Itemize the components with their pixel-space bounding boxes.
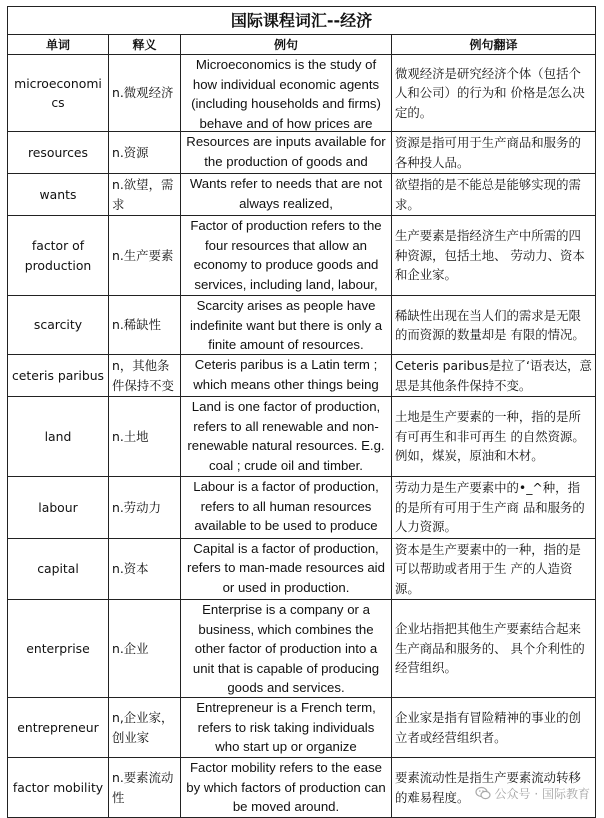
definition-cell: n.微观经济 [109, 55, 181, 132]
example-cell [181, 174, 392, 216]
definition-cell: n.劳动力 [109, 477, 181, 539]
definition-cell: n,企业家，创业家 [109, 698, 181, 758]
example-cell [181, 296, 392, 355]
example-cell [181, 397, 392, 477]
example-cell [181, 216, 392, 296]
example-text: Labour is a factor of production, refers to all human resources available to be used to produce [193, 479, 379, 533]
example-text: Capital is a factor of production, refers to man-made resources aid or used in production. [187, 540, 385, 595]
table-row [8, 600, 596, 698]
table-row [8, 397, 596, 477]
translation-cell: 资本是生产要素中的一种，指的是可以帮助或者用于生 产的人造资源。 [392, 538, 596, 600]
header-word: 单词 [8, 35, 109, 55]
translation-cell: 要素流动性是指生产要素流动转移的难易程度。 [392, 758, 596, 818]
header-translation: 例句翻译 [392, 35, 596, 55]
word-cell: land [8, 397, 109, 477]
translation-cell: 土地是生产要素的一种，指的是所有可再生和非可再生 的自然资源。例如，煤炭，原油和木材。 [392, 397, 596, 477]
table-row [8, 216, 596, 296]
vocabulary-table [7, 6, 596, 818]
example-cell [181, 355, 392, 397]
word-cell: factor mobility [8, 758, 109, 818]
word-cell: ceteris paribus [8, 355, 109, 397]
example-cell [181, 132, 392, 174]
example-text: Scarcity arises as people have indefinite want but there is only a finite amount of resources. [189, 298, 383, 352]
table-row [8, 477, 596, 539]
translation-cell: 欲望指的是不能总是能够实现的需求。 [392, 174, 596, 216]
definition-cell: n.要素流动性 [109, 758, 181, 818]
example-cell [181, 600, 392, 698]
example-cell [181, 538, 392, 600]
definition-cell: n.生产要素 [109, 216, 181, 296]
word-cell: resources [8, 132, 109, 174]
word-cell: factor of production [8, 216, 109, 296]
word-cell: labour [8, 477, 109, 539]
table-row [8, 174, 596, 216]
word-cell: enterprise [8, 600, 109, 698]
wechat-icon [475, 785, 491, 801]
definition-cell: n.企业 [109, 600, 181, 698]
translation-cell: 企业家是指有冒险精神的事业的创立者或经营组织者。 [392, 698, 596, 758]
word-cell: wants [8, 174, 109, 216]
table-row [8, 355, 596, 397]
example-text: Microeconomics is the study of how individual economic agents (including households and firms) behave and of how prices are [191, 57, 381, 131]
definition-cell: n.欲望，需求 [109, 174, 181, 216]
example-text: Land is one factor of production, refers to all renewable and non-renewable natural resources. E.g. coal ; crude oil and timber. [187, 399, 385, 473]
table-row [8, 698, 596, 758]
example-text: Entrepreneur is a French term, refers to risk taking individuals who start up or organize [196, 700, 376, 754]
translation-cell: 劳动力是生产要素中的•_^种，指的是所有可用于生产商 品和服务的人力资源。 [392, 477, 596, 539]
example-text: Wants refer to needs that are not always realized, [189, 176, 383, 211]
example-cell [181, 477, 392, 539]
definition-cell: n.土地 [109, 397, 181, 477]
translation-cell: 生产要素是指经济生产中所需的四种资源，包括土地、 劳动力、资本和企业家。 [392, 216, 596, 296]
definition-cell: n，其他条件保持不变 [109, 355, 181, 397]
table-row [8, 296, 596, 355]
translation-cell: 企业坫指把其他生产要素结合起来生产商品和服务的、 具个介利性的经营组织。 [392, 600, 596, 698]
example-cell [181, 758, 392, 818]
definition-cell: n.稀缺性 [109, 296, 181, 355]
word-cell: capital [8, 538, 109, 600]
vocabulary-sheet [7, 6, 595, 818]
word-cell: entrepreneur [8, 698, 109, 758]
watermark [475, 782, 590, 804]
table-row [8, 55, 596, 132]
definition-cell: n.资本 [109, 538, 181, 600]
word-cell: microeconomics [8, 55, 109, 132]
example-cell [181, 55, 392, 132]
example-text: Ceteris paribus is a Latin term ; which means other things being [193, 357, 379, 392]
example-text: Resources are inputs available for the production of goods and [186, 134, 386, 169]
example-text: Factor of production refers to the four resources that allow an economy to produce goods and services, including land, labour, [190, 218, 382, 292]
example-text: Enterprise is a company or a business, which combines the other factor of production into a unit that is capable of producing goods and services. [192, 602, 380, 695]
table-header-row [8, 35, 596, 55]
table-row [8, 538, 596, 600]
translation-cell: 稀缺性出现在当人们的需求是无限的而资源的数量却是 有限的情况。 [392, 296, 596, 355]
example-cell [181, 698, 392, 758]
translation-cell: 微观经济是研究经济个体（包括个人和公司）的行为和 价格是怎么决定的。 [392, 55, 596, 132]
watermark-text: 公众号 · 国际教育 [494, 786, 590, 801]
header-example: 例句 [181, 35, 392, 55]
table-row [8, 132, 596, 174]
definition-cell: n.资源 [109, 132, 181, 174]
table-title: 国际课程词汇--经济 [8, 7, 596, 35]
header-definition: 释义 [109, 35, 181, 55]
word-cell: scarcity [8, 296, 109, 355]
translation-cell: Ceteris paribus是拉了‘语表达，意思是其他条件保持不变。 [392, 355, 596, 397]
example-text: Factor mobility refers to the ease by which factors of production can be moved around. [186, 760, 386, 814]
translation-cell: 资源是指可用于生产商品和服务的各种投人品。 [392, 132, 596, 174]
